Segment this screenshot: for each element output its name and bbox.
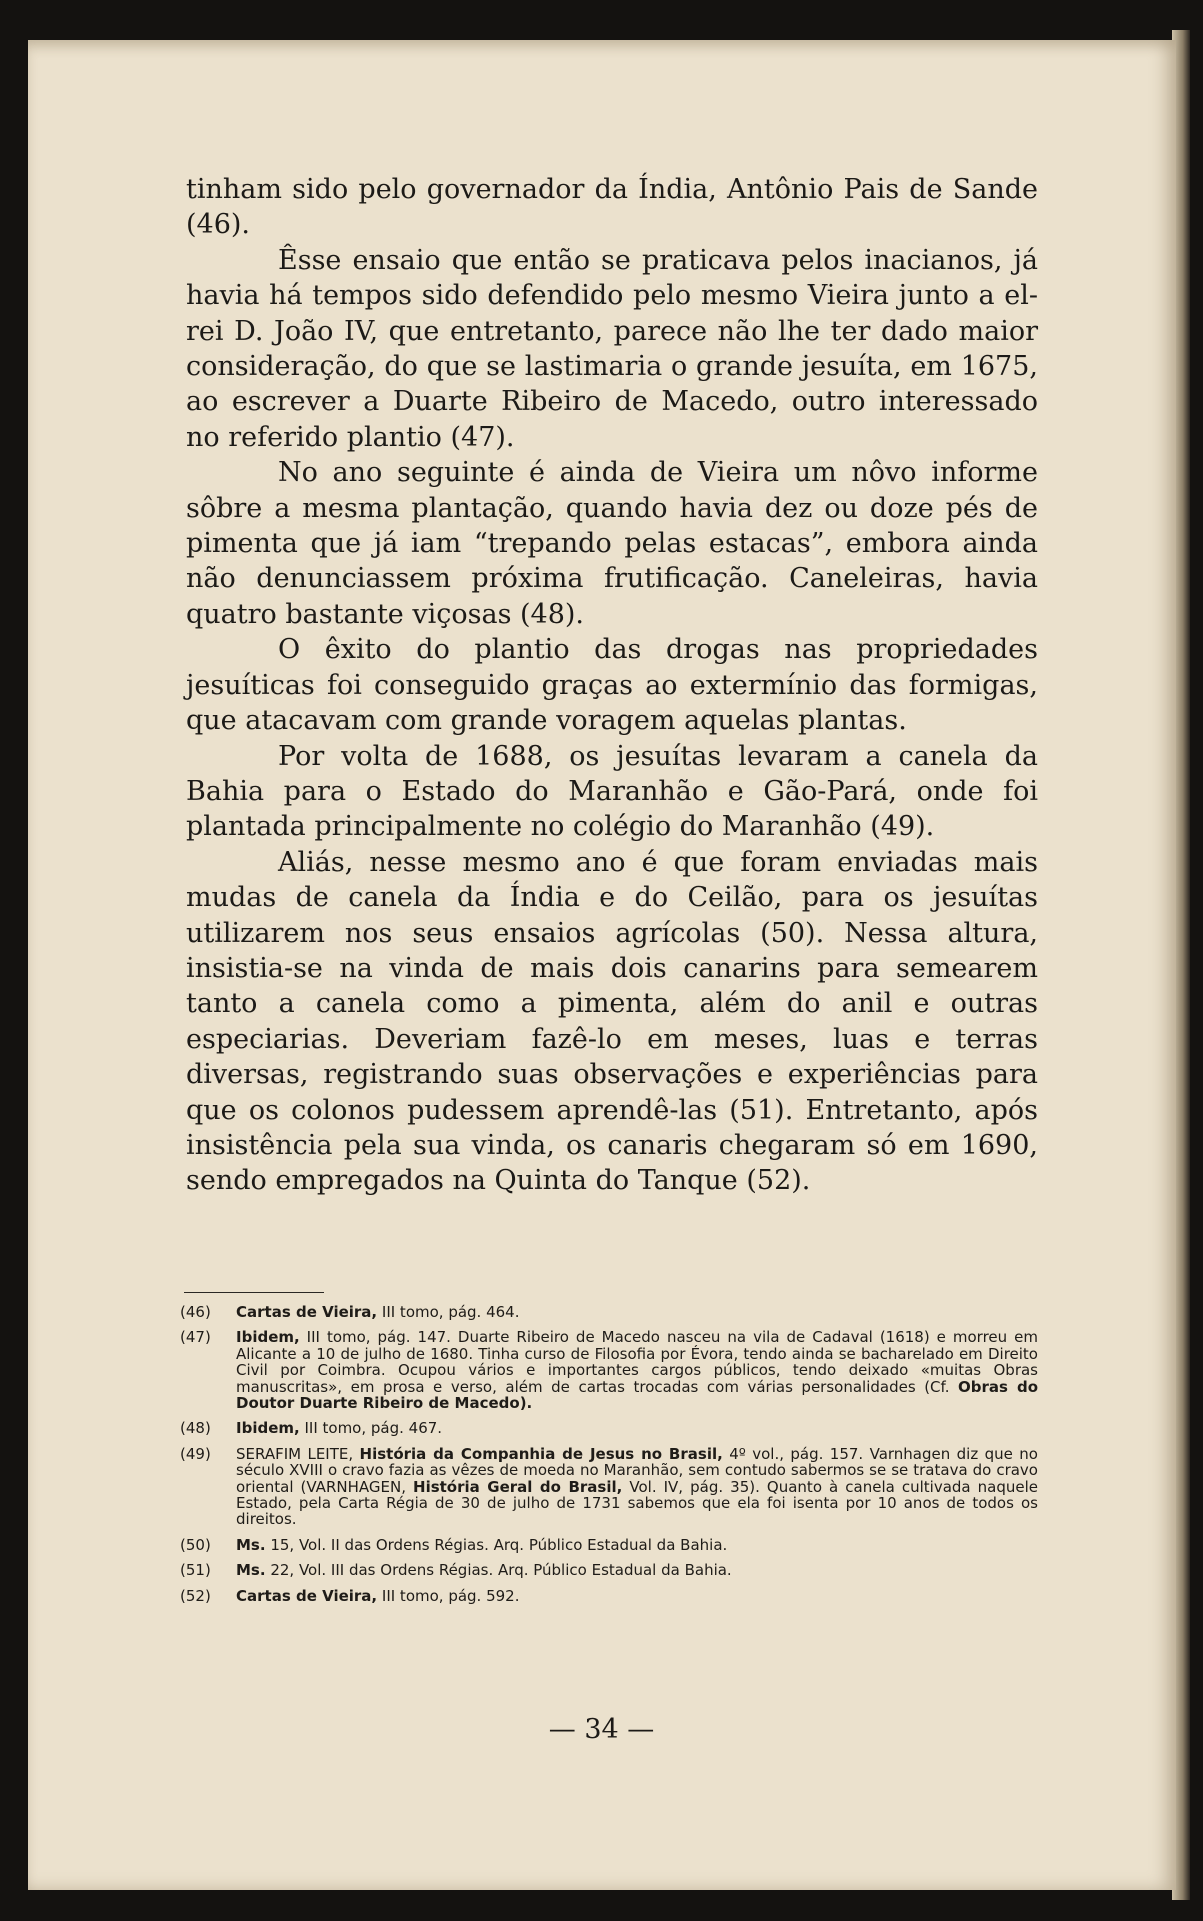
footnote-bold-2: Obras do Doutor Duarte Ribeiro de Macedo). [236, 1377, 1039, 1413]
footnote-bold: Ibidem, [236, 1419, 300, 1438]
footnote-number: (47) [180, 1328, 211, 1347]
body-text [186, 172, 1038, 1199]
footnote-number: (52) [180, 1586, 211, 1605]
footnote-46 [180, 1304, 1038, 1320]
footnote-body: III tomo, pág. 464. [377, 1303, 520, 1321]
footnote-50 [180, 1537, 1038, 1553]
footnote-number: (51) [180, 1561, 211, 1580]
paragraph-3: No ano seguinte é ainda de Vieira um nôvo informe sôbre a mesma plantação, quando havia dez ou doze pés de pimenta que já iam “trepando pelas estacas”, embora ainda não denunciassem próxima frutificação. Caneleiras, havia quatro bastante viçosas (48). [186, 457, 1038, 630]
footnote-body-2: Vol. IV, pág. 35). Quanto à canela cultivada naquele Estado, pela Carta Régia de 30 de julho de 1731 sabemos que ela foi isenta por 10 anos de todos os direitos. [236, 1477, 1039, 1529]
footnote-bold-2: História Geral do Brasil, [413, 1477, 623, 1496]
footnote-bold: Ibidem, [236, 1328, 300, 1347]
paragraph-6: Aliás, nesse mesmo ano é que foram enviadas mais mudas de canela da Índia e do Ceilão, para os jesuítas utilizarem nos seus ensaios agrícolas (50). Nessa altura, insistia-se na vinda de mais dois canarins para semearem tanto a canela como a pimenta, além do anil e outras especiarias. Deveriam fazê-lo em meses, luas e terras diversas, registrando suas observações e experiências para que os colonos pudessem aprendê-las (51). Entretanto, após insistência pela sua vinda, os canaris chegaram só em 1690, sendo empregados na Quinta do Tanque (52). [186, 846, 1038, 1197]
footnote-body: 4º vol., pág. 157. Varnhagen diz que no século XVIII o cravo fazia as vêzes de moeda no Maranhão, sem contudo sabermos se se tratava do cravo oriental (VARNHAGEN, [236, 1444, 1038, 1496]
paragraph-4: O êxito do plantio das drogas nas propriedades jesuíticas foi conseguido graças ao extermínio das formigas, que atacavam com grande voragem aquelas plantas. [186, 634, 1038, 737]
footnote-number: (50) [180, 1535, 211, 1554]
paragraph-2: Êsse ensaio que então se praticava pelos inacianos, já havia há tempos sido defendido pelo mesmo Vieira junto a el-rei D. João IV, que entretanto, parece não lhe ter dado maior consideração, do que se lastimaria o grande jesuíta, em 1675, ao escrever a Duarte Ribeiro de Macedo, outro interessado no referido plantio (47). [186, 244, 1038, 453]
footnote-number: (48) [180, 1419, 211, 1438]
footnote-text [236, 1304, 1038, 1320]
paragraph-5: Por volta de 1688, os jesuítas levaram a canela da Bahia para o Estado do Maranhão e Gão-Pará, onde foi plantada principalmente no colégio do Maranhão (49). [186, 740, 1038, 843]
footnote-bold: Ms. [236, 1535, 266, 1554]
footnote-text [236, 1420, 1038, 1436]
page-number: — 34 — [548, 1714, 655, 1745]
footnote-52 [180, 1588, 1038, 1604]
footnote-51 [180, 1562, 1038, 1578]
footnote-text [236, 1588, 1038, 1604]
footnote-rule [184, 1292, 324, 1293]
footnote-bold: Cartas de Vieira, [236, 1303, 378, 1321]
footnote-body: III tomo, pág. 592. [377, 1586, 520, 1605]
footnote-body: III tomo, pág. 467. [299, 1419, 443, 1438]
footnote-48 [180, 1420, 1038, 1436]
footnote-text [236, 1446, 1038, 1528]
footnotes [180, 1304, 1038, 1613]
footnote-author: SERAFIM LEITE, [236, 1444, 360, 1463]
footnote-body: III tomo, pág. 147. Duarte Ribeiro de Macedo nasceu na vila de Cadaval (1618) e morreu em Alicante a 10 de julho de 1680. Tinha curso de Filosofia por Évora, tendo ainda se bacharelado em Direito Civil por Coimbra. Ocupou vários e importantes cargos públicos, tendo deixado «muitas Obras manuscritas», em prosa e verso, além de cartas trocadas com várias personalidades (Cf. [236, 1328, 1038, 1396]
footnote-47 [180, 1329, 1038, 1411]
paragraph-1: tinham sido pelo governador da Índia, Antônio Pais de Sande (46). [186, 174, 1038, 241]
footnote-bold: História da Companhia de Jesus no Brasil, [359, 1444, 723, 1463]
footnote-49 [180, 1446, 1038, 1528]
footnote-bold: Cartas de Vieira, [236, 1586, 378, 1605]
footnote-text [236, 1562, 1038, 1578]
footnote-text [236, 1329, 1038, 1411]
footnote-body: 15, Vol. II das Ordens Régias. Arq. Público Estadual da Bahia. [265, 1535, 728, 1554]
footnote-body: 22, Vol. III das Ordens Régias. Arq. Público Estadual da Bahia. [265, 1561, 732, 1580]
footnote-number: (49) [180, 1444, 211, 1463]
footnote-bold: Ms. [236, 1561, 266, 1580]
footnote-text [236, 1537, 1038, 1553]
footnote-number: (46) [180, 1303, 211, 1321]
